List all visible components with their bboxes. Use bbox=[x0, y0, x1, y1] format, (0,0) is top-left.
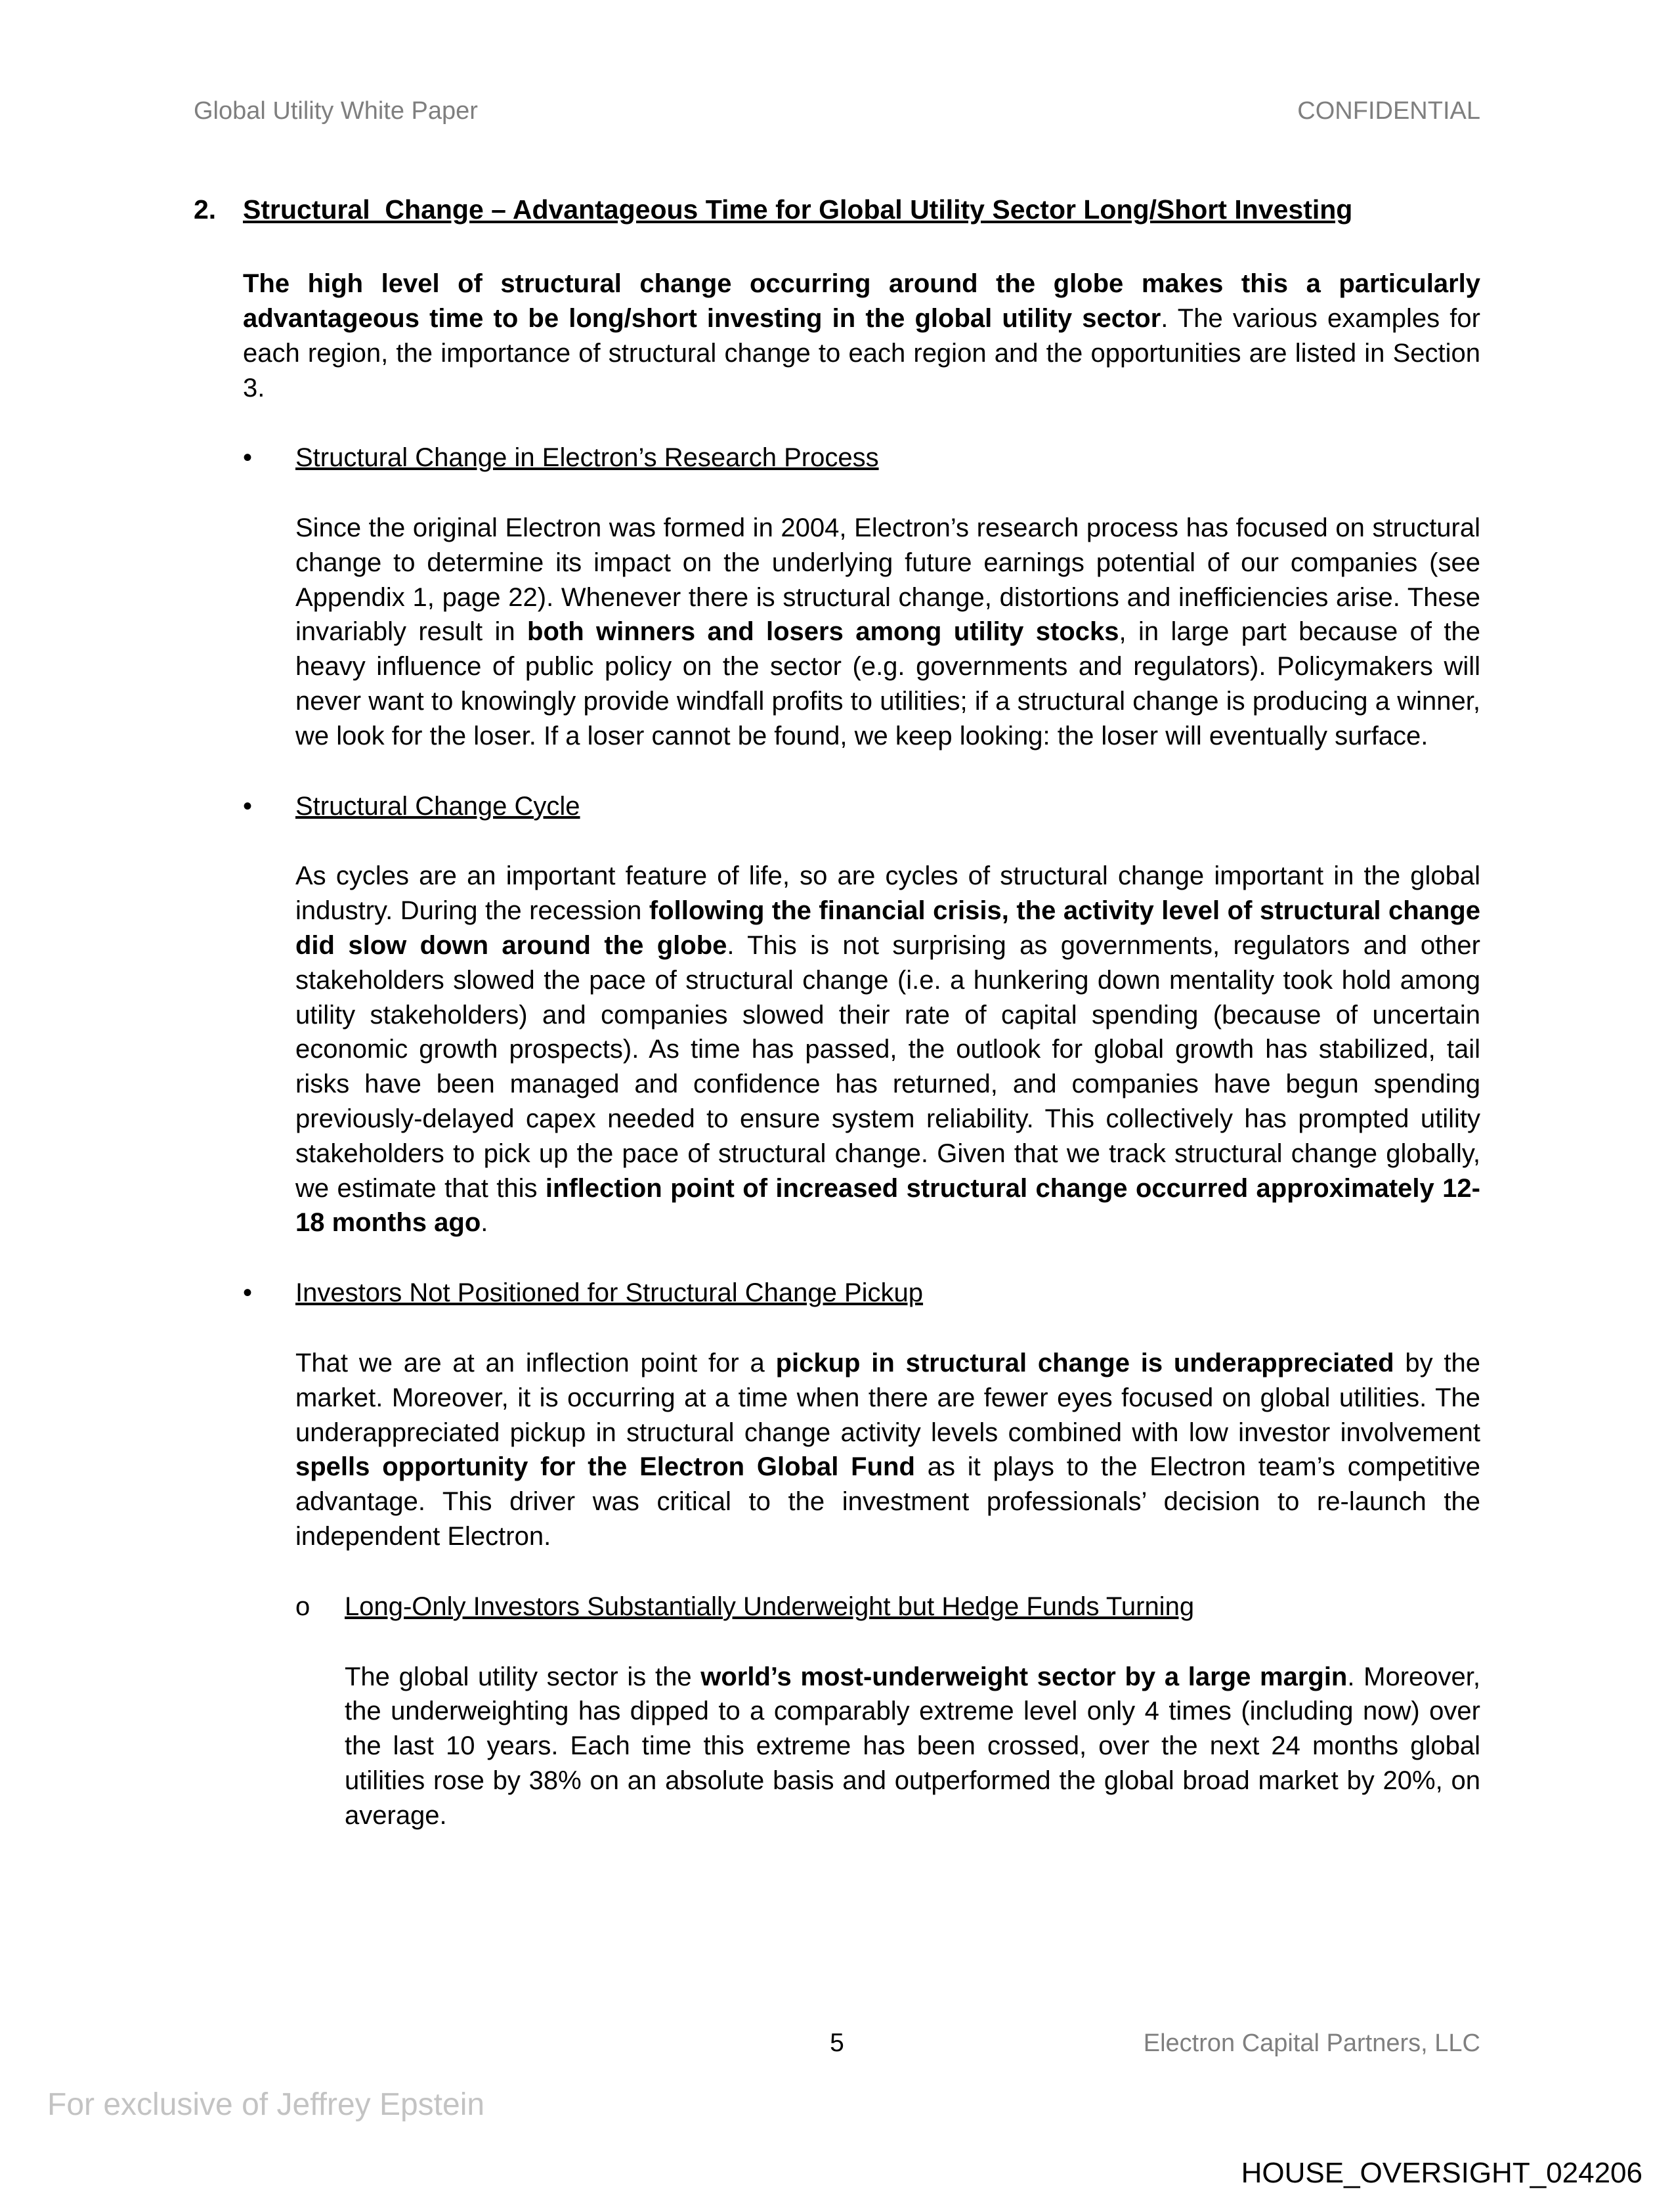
bullet-icon: • bbox=[243, 1278, 253, 1308]
bullet-item-investors-not-positioned bbox=[243, 1276, 1480, 1311]
bullet-item-research-process bbox=[243, 441, 1480, 475]
page-header bbox=[194, 97, 1480, 125]
bullet-title: Structural Change in Electron’s Research Process bbox=[295, 443, 879, 473]
bullet-icon: • bbox=[243, 791, 253, 821]
section-heading bbox=[194, 192, 1480, 227]
bullet-paragraph-investors-not-positioned: That we are at an inflection point for a pickup in structural change is underappreciated by the market. Moreover, it is occurring at a time when there are fewer eyes focused on global utilities. The underappreciated pickup in structural change activity levels combined with low investor involvement spells opportunity for the Electron Global Fund as it plays to the Electron team’s competitive advantage. This driver was critical to the investment professionals’ decision to re-launch the independent Electron. bbox=[295, 1349, 1480, 1551]
oversight-stamp: HOUSE_OVERSIGHT_024206 bbox=[1241, 2157, 1642, 2189]
bullet-item-change-cycle bbox=[243, 789, 1480, 824]
bullet-paragraph-research-process: Since the original Electron was formed in 2004, Electron’s research process has focused on structural change to determine its impact on the underlying future earnings potential of our companies (see Appendix 1, page 22). Whenever there is structural change, distortions and inefficiencies arise. These invariably result in both winners and losers among utility stocks, in large part because of the heavy influence of public policy on the sector (e.g. governments and regulators). Policymakers will never want to knowingly provide windfall profits to utilities; if a structural change is producing a winner, we look for the loser. If a loser cannot be found, we keep looking: the loser will eventually surface. bbox=[295, 513, 1481, 750]
bullet-paragraph-change-cycle: As cycles are an important feature of life, so are cycles of structural change important in the global industry. During the recession following the financial crisis, the activity level of structural change did slow down around the globe. This is not surprising as governments, regulators and other stakeholders slowed the pace of structural change (i.e. a hunkering down mentality took hold among utility stakeholders) and companies slowed their rate of capital spending (because of uncertain economic growth prospects). As time has passed, the outlook for global growth has stabilized, tail risks have been managed and confidence has returned, and companies have begun spending previously-delayed capex needed to ensure system reliability. This collectively has prompted utility stakeholders to pick up the pace of structural change. Given that we track structural change globally, we estimate that this inflection point of increased structural change occurred approximately 12-18 months ago. bbox=[295, 861, 1480, 1238]
page-number: 5 bbox=[830, 2029, 844, 2057]
section-title: Structural Change – Advantageous Time for Global Utility Sector Long/Short Investing bbox=[243, 194, 1353, 225]
sub-bullet-item-long-only bbox=[295, 1590, 1480, 1624]
header-document-title: Global Utility White Paper bbox=[194, 97, 478, 125]
footer-company-name: Electron Capital Partners, LLC bbox=[1143, 2029, 1480, 2057]
sub-bullet-title: Long-Only Investors Substantially Underweight but Hedge Funds Turning bbox=[345, 1592, 1195, 1621]
watermark-text: For exclusive of Jeffrey Epstein bbox=[47, 2087, 485, 2122]
page-content bbox=[194, 192, 1480, 1869]
page-footer bbox=[194, 2029, 1480, 2058]
bullet-title: Structural Change Cycle bbox=[295, 791, 580, 821]
sub-bullet-icon: o bbox=[295, 1592, 311, 1621]
intro-paragraph: The high level of structural change occurring around the globe makes this a particularly advantageous time to be long/short investing in the global utility sector. The various examples for each region, the importance of structural change to each region and the opportunities are listed in Section 3. bbox=[243, 269, 1480, 402]
section-number: 2. bbox=[194, 194, 217, 225]
sub-bullet-paragraph-long-only: The global utility sector is the world’s most-underweight sector by a large margin. Moreover, the underweighting has dipped to a comparably extreme level only 4 times (including now) over the last 10 years. Each time this extreme has been crossed, over the next 24 months global utilities rose by 38% on an absolute basis and outperformed the global broad market by 20%, on average. bbox=[345, 1662, 1481, 1830]
header-confidential-label: CONFIDENTIAL bbox=[1297, 97, 1480, 125]
bullet-title: Investors Not Positioned for Structural Change Pickup bbox=[295, 1278, 924, 1308]
bullet-icon: • bbox=[243, 443, 253, 473]
